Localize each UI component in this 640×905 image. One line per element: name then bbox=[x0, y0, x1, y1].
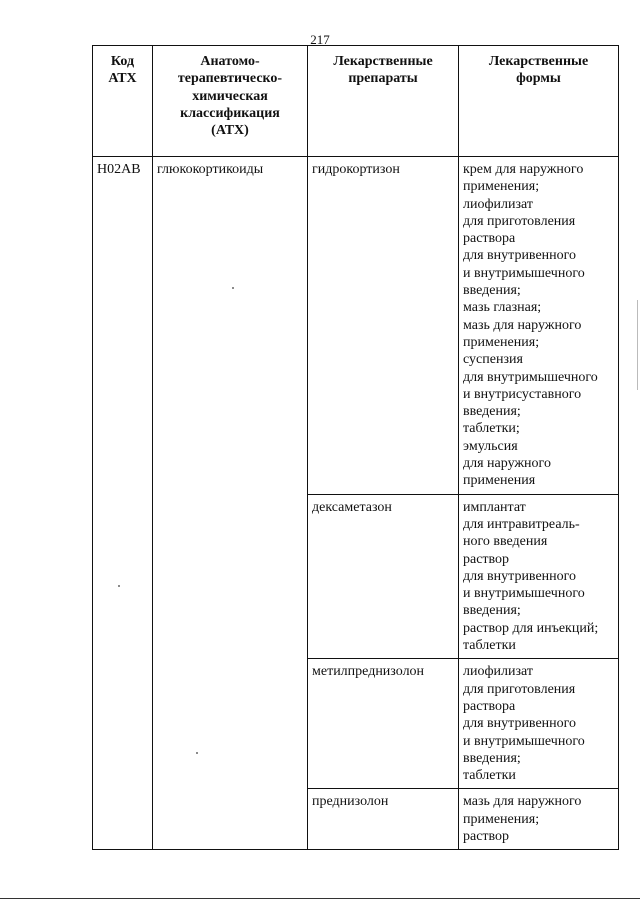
text-line: крем для наружного bbox=[463, 162, 584, 177]
text-line: АТХ bbox=[108, 71, 137, 87]
text-line: для внутривенного bbox=[463, 568, 577, 584]
atc-code-cell: H02AB bbox=[93, 157, 153, 850]
text-line: введения; bbox=[463, 283, 521, 299]
text-line: применения; bbox=[463, 334, 540, 350]
text-line: Анатомо- bbox=[200, 54, 260, 69]
text-line: для внутривенного bbox=[463, 248, 577, 264]
text-line: имплантат bbox=[463, 499, 526, 515]
text-line: применения; bbox=[463, 811, 540, 827]
drug-forms-cell bbox=[459, 494, 619, 659]
drug-forms-cell bbox=[459, 659, 619, 789]
text-line: для приготовления bbox=[463, 681, 576, 697]
header-forms bbox=[459, 46, 619, 157]
scan-speck bbox=[232, 287, 234, 289]
text-line: лиофилизат bbox=[463, 664, 534, 680]
text-line: и внутримышечного bbox=[463, 586, 585, 602]
text-line: и внутрисуставного bbox=[463, 386, 582, 402]
bottom-rule bbox=[0, 898, 640, 899]
text-line: препараты bbox=[348, 71, 418, 87]
header-drugs bbox=[308, 46, 459, 157]
text-line: химическая bbox=[192, 88, 268, 104]
text-line: применения; bbox=[463, 179, 540, 195]
text-line: для приготовления bbox=[463, 213, 576, 229]
text-line: таблетки bbox=[463, 768, 516, 784]
text-line: для интравитреаль- bbox=[463, 516, 580, 532]
drug-forms-cell bbox=[459, 157, 619, 495]
text-line: введения; bbox=[463, 603, 521, 619]
text-line: ного введения bbox=[463, 534, 548, 550]
drug-name-cell: преднизолон bbox=[308, 789, 459, 850]
text-line: терапевтическо- bbox=[177, 71, 283, 87]
header-atc-code bbox=[93, 46, 153, 157]
text-line: эмульсия bbox=[463, 438, 518, 454]
text-line: для наружного bbox=[463, 456, 551, 472]
drug-name-cell: дексаметазон bbox=[308, 494, 459, 659]
text-line: для внутримышечного bbox=[463, 369, 598, 385]
drug-forms-cell bbox=[459, 789, 619, 850]
scan-edge-mark bbox=[637, 300, 638, 390]
scan-speck bbox=[196, 752, 198, 754]
text-line: мазь для наружного bbox=[463, 794, 582, 810]
text-line: Лекарственные bbox=[488, 54, 589, 69]
table-row bbox=[93, 157, 619, 495]
text-line: Лекарственные bbox=[333, 54, 433, 69]
header-classification bbox=[153, 46, 308, 157]
text-line: таблетки bbox=[463, 638, 516, 654]
text-line: введения; bbox=[463, 404, 521, 420]
drug-name-cell: метилпреднизолон bbox=[308, 659, 459, 789]
text-line: введения; bbox=[463, 750, 521, 766]
text-line: мазь глазная; bbox=[463, 300, 542, 316]
text-line: и внутримышечного bbox=[463, 265, 585, 281]
text-line: таблетки; bbox=[463, 421, 520, 437]
text-line: классификация bbox=[180, 105, 280, 121]
text-line: мазь для наружного bbox=[463, 317, 582, 333]
table-header-row bbox=[93, 46, 619, 157]
text-line: раствор bbox=[463, 828, 510, 844]
text-line: Код bbox=[110, 54, 135, 69]
classification-cell: глюкокортикоиды bbox=[153, 157, 308, 850]
text-line: применения bbox=[463, 473, 536, 489]
text-line: раствора bbox=[463, 698, 516, 714]
text-line: формы bbox=[516, 71, 561, 87]
text-line: для внутривенного bbox=[463, 716, 577, 732]
text-line: и внутримышечного bbox=[463, 733, 585, 749]
text-line: раствора bbox=[463, 231, 516, 247]
page-number: 217 bbox=[310, 32, 330, 47]
text-line: раствор для инъекций; bbox=[463, 620, 599, 636]
text-line: (АТХ) bbox=[211, 123, 249, 139]
atc-table bbox=[92, 45, 619, 850]
scan-speck bbox=[118, 585, 120, 587]
drug-name-cell: гидрокортизон bbox=[308, 157, 459, 495]
text-line: раствор bbox=[463, 551, 510, 567]
text-line: суспензия bbox=[463, 352, 523, 368]
text-line: лиофилизат bbox=[463, 196, 534, 212]
